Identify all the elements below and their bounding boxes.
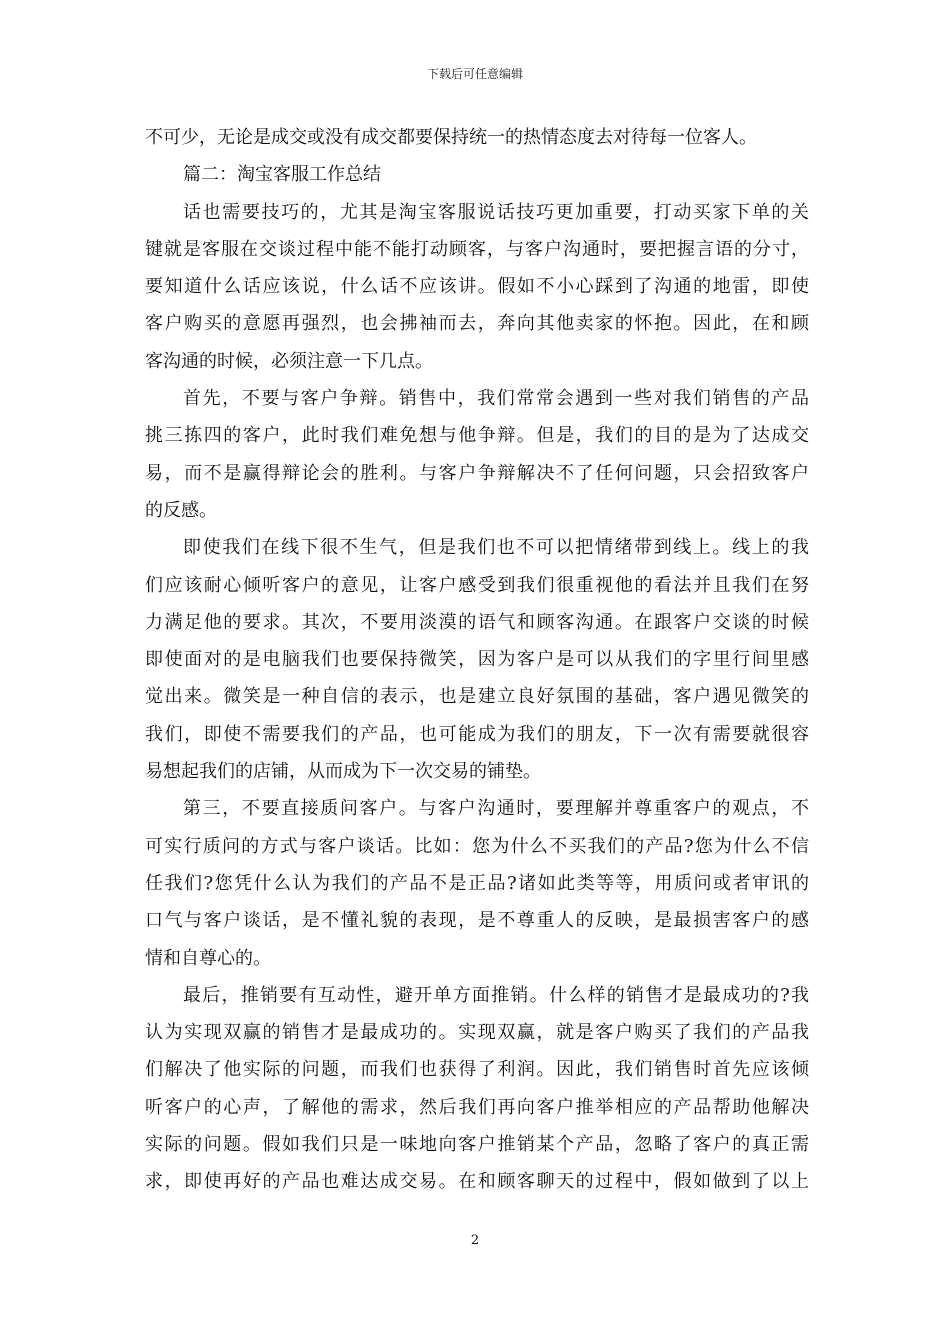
text-line: 实际的问题。假如我们只是一味地向客户推销某个产品，忽略了客户的真正需	[145, 1134, 809, 1156]
text-line: 话也需要技巧的，尤其是淘宝客服说话技巧更加重要，打动买家下单的关	[183, 201, 809, 223]
text-line: 即使面对的是电脑我们也要保持微笑，因为客户是可以从我们的字里行间里感	[145, 649, 809, 671]
text-line: 易，而不是赢得辩论会的胜利。与客户争辩解决不了任何问题，只会招致客户	[145, 462, 809, 484]
text-line: 的反感。	[145, 499, 217, 521]
text-line: 我们，即使不需要我们的产品，也可能成为我们的朋友，下一次有需要就很容	[145, 723, 809, 745]
text-line: 第三，不要直接质问客户。与客户沟通时，要理解并尊重客户的观点，不	[183, 798, 809, 820]
text-line: 们应该耐心倾听客户的意见，让客户感受到我们很重视他的看法并且我们在努	[145, 574, 809, 596]
text-line: 可实行质问的方式与客户谈话。比如：您为什么不买我们的产品?您为什么不信	[145, 835, 809, 857]
text-line: 键就是客服在交谈过程中能不能打动顾客，与客户沟通时，要把握言语的分寸，	[145, 238, 809, 260]
text-line: 即使我们在线下很不生气，但是我们也不可以把情绪带到线上。线上的我	[183, 537, 809, 559]
text-line: 客沟通的时候，必须注意一下几点。	[145, 350, 433, 372]
page-number: 2	[470, 1233, 480, 1248]
text-line: 客户购买的意愿再强烈，也会拂袖而去，奔向其他卖家的怀抱。因此，在和顾	[145, 313, 809, 335]
text-line: 口气与客户谈话，是不懂礼貌的表现，是不尊重人的反映，是最损害客户的感	[145, 910, 809, 932]
text-line: 不可少，无论是成交或没有成交都要保持统一的热情态度去对待每一位客人。	[145, 127, 757, 148]
text-line: 求，即使再好的产品也难达成交易。在和顾客聊天的过程中，假如做到了以上	[145, 1171, 809, 1193]
text-line: 最后，推销要有互动性，避开单方面推销。什么样的销售才是最成功的?我	[183, 984, 809, 1006]
text-line: 认为实现双赢的销售才是最成功的。实现双赢，就是客户购买了我们的产品我	[145, 1022, 809, 1044]
page-header: 下载后可任意编辑	[426, 67, 523, 81]
document-body	[145, 119, 809, 1201]
text-line: 要知道什么话应该说，什么话不应该讲。假如不小心踩到了沟通的地雷，即使	[145, 276, 809, 298]
text-line: 首先，不要与客户争辩。销售中，我们常常会遇到一些对我们销售的产品	[183, 388, 809, 410]
text-line: 易想起我们的店铺，从而成为下一次交易的铺垫。	[145, 761, 541, 783]
text-line: 觉出来。微笑是一种自信的表示，也是建立良好氛围的基础，客户遇见微笑的	[145, 686, 809, 708]
text-line: 任我们?您凭什么认为我们的产品不是正品?诸如此类等等，用质问或者审讯的	[145, 872, 809, 894]
text-line: 情和自尊心的。	[145, 947, 271, 969]
text-line: 挑三拣四的客户，此时我们难免想与他争辩。但是，我们的目的是为了达成交	[145, 425, 809, 447]
text-line: 听客户的心声，了解他的需求，然后我们再向客户推举相应的产品帮助他解决	[145, 1096, 809, 1118]
text-line: 力满足他的要求。其次，不要用淡漠的语气和顾客沟通。在跟客户交谈的时候	[145, 611, 809, 633]
text-line: 篇二：淘宝客服工作总结	[183, 164, 381, 186]
text-line: 们解决了他实际的问题，而我们也获得了利润。因此，我们销售时首先应该倾	[145, 1059, 809, 1081]
